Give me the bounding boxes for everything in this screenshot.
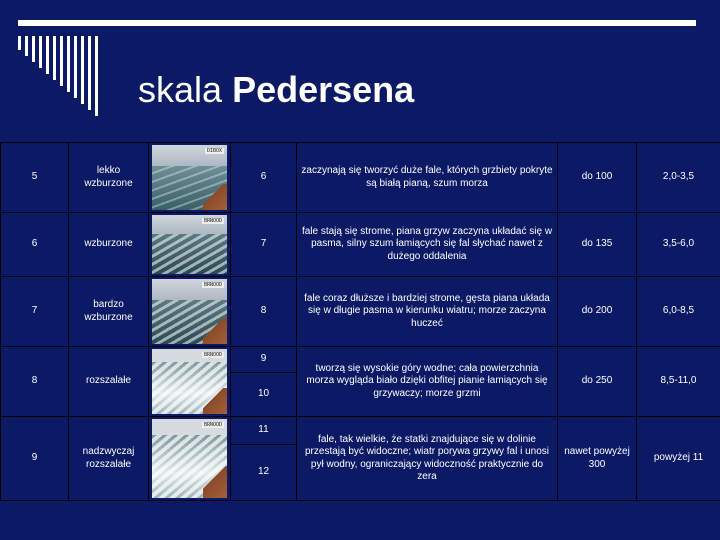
sea-state-degree: 7	[1, 277, 69, 347]
sea-photo: DIBOX	[152, 145, 227, 210]
sea-state-name: bardzo wzburzone	[69, 277, 149, 347]
wave-length: nawet powyżej 300	[558, 417, 637, 501]
sea-photo: BRNOOD	[152, 349, 227, 414]
beaufort-value: 8	[231, 277, 297, 347]
sea-description: fale coraz dłuższe i bardziej strome, gęsta piana układa się w długie pasma w kierunku wiatru; morze zaczyna huczeć	[297, 277, 558, 347]
page-title	[138, 70, 414, 110]
sea-photo-cell	[149, 347, 231, 417]
sea-state-name: nadzwyczaj rozszalałe	[69, 417, 149, 501]
sea-state-degree: 6	[1, 213, 69, 277]
beaufort-value: 9	[231, 347, 297, 373]
wave-height: 8,5-11,0	[637, 347, 720, 417]
beaufort-value: 11	[231, 417, 297, 445]
sea-state-name: lekko wzburzone	[69, 143, 149, 213]
table-row	[1, 417, 720, 445]
wave-length: do 135	[558, 213, 637, 277]
wave-height: 6,0-8,5	[637, 277, 720, 347]
title-prefix: skala	[138, 69, 223, 110]
wave-height: 2,0-3,5	[637, 143, 720, 213]
sea-photo: BRNOOD	[152, 279, 227, 344]
sea-photo-cell	[149, 213, 231, 277]
table-row	[1, 277, 720, 347]
beaufort-value: 12	[231, 445, 297, 501]
wave-length: do 100	[558, 143, 637, 213]
decorative-top-line	[18, 20, 696, 26]
wave-length: do 250	[558, 347, 637, 417]
beaufort-value: 6	[231, 143, 297, 213]
sea-description: zaczynają się tworzyć duże fale, których grzbiety pokryte są białą pianą, szum morza	[297, 143, 558, 213]
wave-height: powyżej 11	[637, 417, 720, 501]
sea-photo-cell	[149, 143, 231, 213]
beaufort-value: 10	[231, 373, 297, 417]
sea-photo-cell	[149, 277, 231, 347]
sea-description: fale stają się strome, piana grzyw zaczyna układać się w pasma, silny szum łamiących się fal słychać nawet z dużego oddalenia	[297, 213, 558, 277]
beaufort-value: 7	[231, 213, 297, 277]
sea-description: fale, tak wielkie, że statki znajdujące się w dolinie przestają być widoczne; wiatr porywa grzywy fal i unosi pył wodny, ograniczający widoczność praktycznie do zera	[297, 417, 558, 501]
sea-state-name: rozszalałe	[69, 347, 149, 417]
sea-photo-cell	[149, 417, 231, 501]
sea-photo: BRNOOD	[152, 215, 227, 274]
table-row	[1, 213, 720, 277]
sea-state-name: wzburzone	[69, 213, 149, 277]
wave-height: 3,5-6,0	[637, 213, 720, 277]
sea-description: tworzą się wysokie góry wodne; cała powierzchnia morza wygląda biało dzięki obfitej pianie łamiących się grzywaczy; morze grzmi	[297, 347, 558, 417]
sea-state-degree: 8	[1, 347, 69, 417]
table-row	[1, 143, 720, 213]
sea-photo: BRNOOD	[152, 419, 227, 498]
sea-state-degree: 9	[1, 417, 69, 501]
sea-state-degree: 5	[1, 143, 69, 213]
wave-length: do 200	[558, 277, 637, 347]
title-bold: Pedersena	[232, 69, 415, 110]
table-row	[1, 347, 720, 373]
pedersen-scale-table	[0, 142, 720, 501]
